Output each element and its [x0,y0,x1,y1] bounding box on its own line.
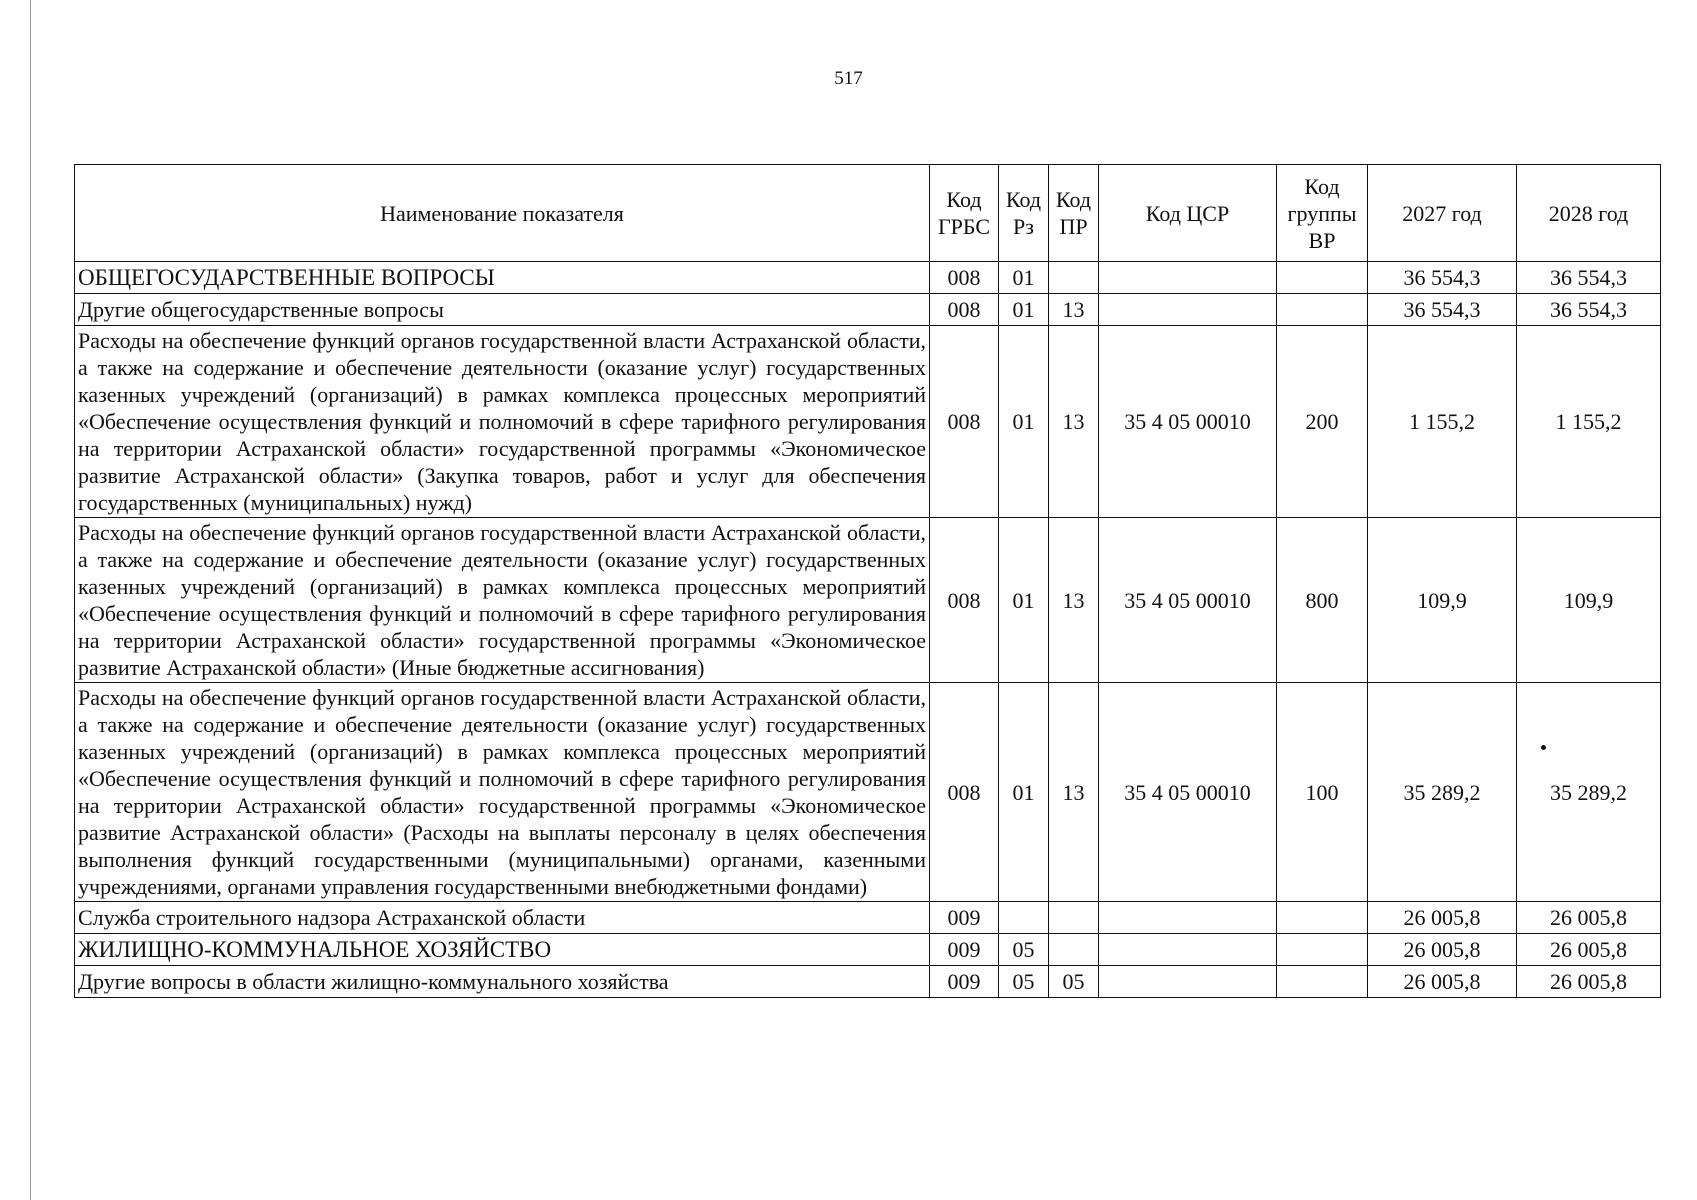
cell-rz: 05 [999,966,1049,998]
cell-rz: 01 [999,518,1049,683]
cell-2028: 36 554,3 [1517,262,1661,294]
table-row [75,934,1661,966]
cell-grbs: 009 [930,966,999,998]
cell-csr: 35 4 05 00010 [1099,683,1277,902]
row-name: Служба строительного надзора Астраханской области [75,902,930,934]
page-edge-line [30,0,31,1200]
cell-2027: 36 554,3 [1368,262,1517,294]
row-name: Расходы на обеспечение функций органов государственной власти Астраханской области, а также на содержание и обеспечение деятельности (оказание услуг) государственных казенных учреждений (организаций) в рамках комплекса процессных мероприятий «Обеспечение осуществления функций и полномочий в сфере тарифного регулирования на территории Астраханской области» государственной программы «Экономическое развитие Астраханской области» (Расходы на выплаты персоналу в целях обеспечения выполнения функций государственными (муниципальными) органами, казенными учреждениями, органами управления государственными внебюджетными фондами) [75,683,930,902]
cell-vr: 100 [1277,683,1368,902]
cell-csr [1099,966,1277,998]
cell-pr [1049,902,1099,934]
cell-rz: 01 [999,262,1049,294]
cell-vr: 800 [1277,518,1368,683]
cell-pr: 13 [1049,326,1099,518]
header-2028: 2028 год [1517,165,1661,262]
header-2027: 2027 год [1368,165,1517,262]
page-number: 517 [834,68,863,89]
row-name: Другие вопросы в области жилищно-коммунального хозяйства [75,966,930,998]
cell-csr [1099,294,1277,326]
cell-pr: 05 [1049,966,1099,998]
cell-pr: 13 [1049,294,1099,326]
header-csr: Код ЦСР [1099,165,1277,262]
table-row [75,262,1661,294]
cell-2027: 26 005,8 [1368,966,1517,998]
cell-grbs: 009 [930,902,999,934]
cell-pr: 13 [1049,518,1099,683]
row-name: Расходы на обеспечение функций органов государственной власти Астраханской области, а также на содержание и обеспечение деятельности (оказание услуг) государственных казенных учреждений (организаций) в рамках комплекса процессных мероприятий «Обеспечение осуществления функций и полномочий в сфере тарифного регулирования на территории Астраханской области» государственной программы «Экономическое развитие Астраханской области» (Иные бюджетные ассигнования) [75,518,930,683]
budget-table [74,164,1661,998]
cell-rz [999,902,1049,934]
cell-2027: 35 289,2 [1368,683,1517,902]
table-row [75,326,1661,518]
cell-rz: 01 [999,683,1049,902]
cell-2028: 35 289,2 [1517,683,1661,902]
cell-grbs: 008 [930,294,999,326]
cell-vr [1277,294,1368,326]
row-name: Другие общегосударственные вопросы [75,294,930,326]
table-row [75,294,1661,326]
cell-2027: 36 554,3 [1368,294,1517,326]
header-pr: Код ПР [1049,165,1099,262]
cell-grbs: 009 [930,934,999,966]
cell-vr: 200 [1277,326,1368,518]
cell-grbs: 008 [930,326,999,518]
row-name: ЖИЛИЩНО-КОММУНАЛЬНОЕ ХОЗЯЙСТВО [75,934,930,966]
cell-vr [1277,902,1368,934]
header-grbs: Код ГРБС [930,165,999,262]
cell-pr [1049,934,1099,966]
table-row [75,902,1661,934]
cell-vr [1277,966,1368,998]
cell-2028: 1 155,2 [1517,326,1661,518]
cell-csr [1099,902,1277,934]
cell-2028: 109,9 [1517,518,1661,683]
cell-vr [1277,934,1368,966]
row-name: Расходы на обеспечение функций органов государственной власти Астраханской области, а также на содержание и обеспечение деятельности (оказание услуг) государственных казенных учреждений (организаций) в рамках комплекса процессных мероприятий «Обеспечение осуществления функций и полномочий в сфере тарифного регулирования на территории Астраханской области» государственной программы «Экономическое развитие Астраханской области» (Закупка товаров, работ и услуг для обеспечения государственных (муниципальных) нужд) [75,326,930,518]
cell-grbs: 008 [930,518,999,683]
cell-grbs: 008 [930,262,999,294]
cell-vr [1277,262,1368,294]
row-name: ОБЩЕГОСУДАРСТВЕННЫЕ ВОПРОСЫ [75,262,930,294]
cell-csr: 35 4 05 00010 [1099,326,1277,518]
cell-pr: 13 [1049,683,1099,902]
cell-2028: 36 554,3 [1517,294,1661,326]
table-row [75,683,1661,902]
cell-csr [1099,934,1277,966]
table-row [75,518,1661,683]
cell-csr [1099,262,1277,294]
cell-2027: 26 005,8 [1368,902,1517,934]
cell-2028: 26 005,8 [1517,934,1661,966]
header-rz: Код Рз [999,165,1049,262]
table-header-row [75,165,1661,262]
cell-rz: 05 [999,934,1049,966]
scan-dot-mark [1541,745,1546,750]
cell-pr [1049,262,1099,294]
header-vr: Код группы ВР [1277,165,1368,262]
cell-2028: 26 005,8 [1517,966,1661,998]
table-row [75,966,1661,998]
cell-rz: 01 [999,294,1049,326]
cell-2027: 26 005,8 [1368,934,1517,966]
cell-2028: 26 005,8 [1517,902,1661,934]
cell-csr: 35 4 05 00010 [1099,518,1277,683]
cell-grbs: 008 [930,683,999,902]
cell-2027: 1 155,2 [1368,326,1517,518]
cell-2027: 109,9 [1368,518,1517,683]
cell-rz: 01 [999,326,1049,518]
header-name: Наименование показателя [75,165,930,262]
